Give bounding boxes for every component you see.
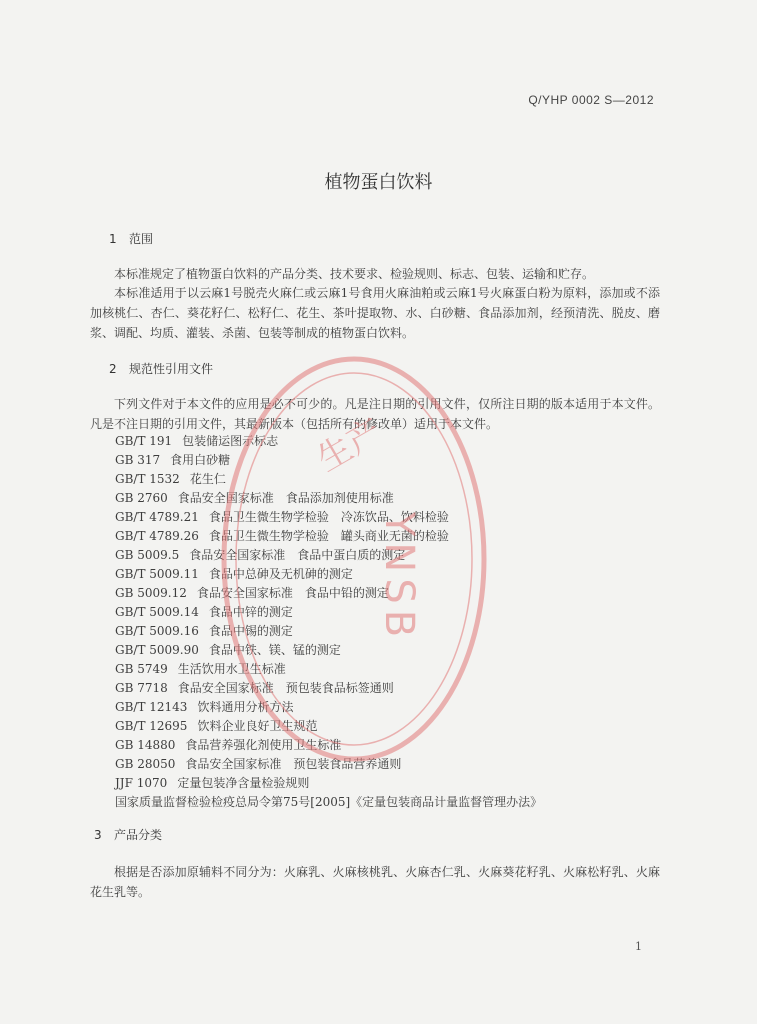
section-1-heading [109,230,153,247]
reference-title: 食品安全国家标准 食品中蛋白质的测定 [189,548,406,562]
reference-title: 食品中总砷及无机砷的测定 [208,567,353,581]
document-title: 植物蛋白饮料 [324,172,433,193]
normative-intro: 下列文件对于本文件的应用是必不可少的。凡是注日期的引用文件，仅所注日期的版本适用于本文件。凡是不注日期的引用文件，其最新版本（包括所有的修改单）适用于本文件。 [90,397,660,431]
reference-item [115,717,542,736]
reference-item [115,565,542,584]
reference-code: GB 5749 [115,662,168,676]
reference-title: 食品卫生微生物学检验 罐头商业无菌的检验 [208,529,449,543]
reference-title: 国家质量监督检验检疫总局令第75号[2005]《定量包装商品计量监督管理办法》 [115,795,543,809]
reference-title: 花生仁 [189,472,226,486]
reference-code: GB 317 [115,453,161,467]
section-3-heading [94,826,162,843]
reference-item [115,679,542,698]
reference-code: GB 7718 [115,681,168,695]
reference-code: GB/T 4789.26 [115,529,199,543]
reference-item [115,451,542,470]
section-2-heading [109,360,213,377]
reference-title: 食品中锌的测定 [208,605,293,619]
reference-code: GB/T 5009.14 [115,605,199,619]
reference-item [115,546,542,565]
section-number: 2 [109,362,117,376]
reference-code: GB 5009.5 [115,548,180,562]
reference-item [115,584,542,603]
reference-title: 食用白砂糖 [170,453,231,467]
reference-code: JJF 1070 [115,776,168,790]
reference-item [115,774,542,793]
reference-code: GB/T 191 [115,434,173,448]
reference-title: 生活饮用水卫生标准 [177,662,286,676]
reference-item [115,622,542,641]
reference-title: 包装储运图示标志 [182,434,279,448]
reference-list [115,432,542,812]
reference-item [115,603,542,622]
reference-item [115,508,542,527]
stamp-text-middle: YNSB [376,512,422,644]
reference-item [115,698,542,717]
reference-title: 食品中铁、镁、锰的测定 [208,643,341,657]
reference-item [115,470,542,489]
section-title: 产品分类 [114,828,163,842]
reference-code: GB/T 4789.21 [115,510,199,524]
scope-paragraph-1: 本标准规定了植物蛋白饮料的产品分类、技术要求、检验规则、标志、包装、运输和贮存。 [114,267,595,281]
section-title: 范围 [129,232,154,246]
reference-code: GB/T 1532 [115,472,180,486]
reference-code: GB/T 5009.90 [115,643,199,657]
stamp-text-top: 生产 [310,411,390,480]
reference-code: GB/T 12695 [115,719,188,733]
reference-item [115,755,542,774]
reference-title: 食品中锡的测定 [208,624,293,638]
reference-title: 饮料通用分析方法 [197,700,294,714]
reference-item [115,527,542,546]
reference-code: GB/T 5009.11 [115,567,199,581]
reference-title: 食品安全国家标准 食品添加剂使用标准 [177,491,394,505]
scope-paragraph-2: 本标准适用于以云麻1号脱壳火麻仁或云麻1号食用火麻油粕或云麻1号火麻蛋白粉为原料，添加或不添加核桃仁、杏仁、葵花籽仁、松籽仁、花生、茶叶提取物、水、白砂糖、食品添加剂，经预清洗、脱皮、磨浆、调配、均质、灌装、杀菌、包装等制成的植物蛋白饮料。 [90,286,660,340]
section-number: 1 [109,232,117,246]
reference-title: 食品安全国家标准 食品中铅的测定 [196,586,389,600]
reference-title: 饮料企业良好卫生规范 [197,719,318,733]
reference-title: 食品安全国家标准 预包装食品营养通则 [185,757,402,771]
reference-code: GB/T 5009.16 [115,624,199,638]
reference-item [115,641,542,660]
reference-title: 食品安全国家标准 预包装食品标签通则 [177,681,394,695]
section-number: 3 [94,828,102,842]
reference-item [115,793,542,812]
section-title: 规范性引用文件 [129,362,214,376]
reference-title: 定量包装净含量检验规则 [177,776,310,790]
reference-code: GB 5009.12 [115,586,187,600]
reference-title: 食品营养强化剂使用卫生标准 [185,738,342,752]
standard-code: Q/YHP 0002 S—2012 [528,93,654,107]
reference-code: GB/T 12143 [115,700,188,714]
reference-item [115,489,542,508]
reference-code: GB 2760 [115,491,168,505]
reference-code: GB 28050 [115,757,176,771]
reference-code: GB 14880 [115,738,176,752]
reference-item [115,432,542,451]
reference-item [115,660,542,679]
reference-title: 食品卫生微生物学检验 冷冻饮品、饮料检验 [208,510,449,524]
reference-item [115,736,542,755]
page-number: 1 [635,940,642,953]
classification-paragraph: 根据是否添加原辅料不同分为：火麻乳、火麻核桃乳、火麻杏仁乳、火麻葵花籽乳、火麻松籽乳、火麻花生乳等。 [90,865,660,899]
